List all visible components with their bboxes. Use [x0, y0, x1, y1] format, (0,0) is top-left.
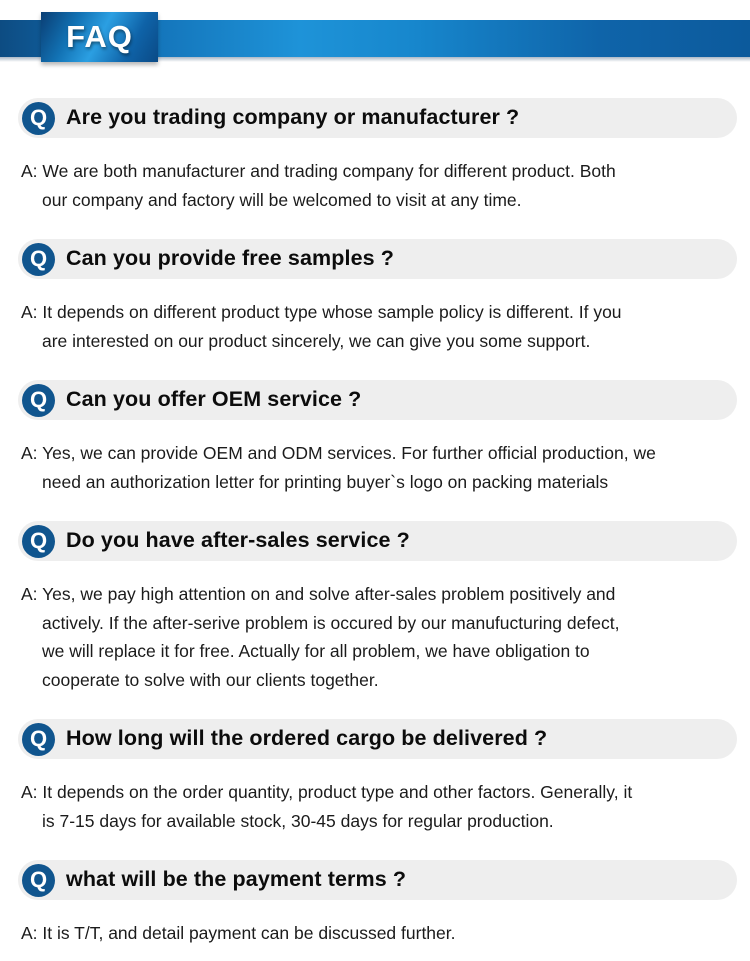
answer-line: our company and factory will be welcomed to visit at any time. — [42, 189, 522, 210]
faq-list — [0, 57, 750, 948]
answer-block — [21, 157, 734, 214]
answer-line: actively. If the after-serive problem is occured by our manufucturing defect, — [42, 612, 620, 633]
faq-item — [0, 719, 750, 835]
question-pill — [18, 719, 737, 759]
answer-line: cooperate to solve with our clients together. — [42, 669, 379, 690]
faq-item — [0, 860, 750, 948]
q-badge-icon: Q — [22, 864, 55, 897]
q-badge-icon: Q — [22, 525, 55, 558]
answer-line: A: Yes, we pay high attention on and solve after-sales problem positively and — [21, 584, 616, 604]
question-text: How long will the ordered cargo be delivered ? — [66, 725, 548, 750]
faq-item — [0, 239, 750, 355]
question-pill — [18, 98, 737, 138]
answer-line: A: It is T/T, and detail payment can be discussed further. — [21, 923, 456, 943]
answer-line: A: We are both manufacturer and trading company for different product. Both — [21, 161, 616, 181]
answer-line: we will replace it for free. Actually for all problem, we have obligation to — [42, 641, 590, 661]
question-text: Can you provide free samples ? — [66, 245, 394, 270]
answer-line: A: It depends on different product type whose sample policy is different. If you — [21, 302, 622, 322]
answer-line: need an authorization letter for printing buyer`s logo on packing materials — [42, 471, 609, 492]
answer-line: A: It depends on the order quantity, product type and other factors. Generally, it — [21, 782, 633, 802]
header-title-box — [41, 12, 158, 62]
q-badge-icon: Q — [22, 243, 55, 276]
question-pill — [18, 521, 737, 561]
answer-line: is 7-15 days for available stock, 30-45 days for regular production. — [42, 810, 554, 831]
answer-line: A: Yes, we can provide OEM and ODM services. For further official production, we — [21, 443, 656, 463]
question-pill — [18, 860, 737, 900]
page-title: FAQ — [66, 19, 133, 54]
faq-item — [0, 380, 750, 496]
question-pill — [18, 380, 737, 420]
question-text: Are you trading company or manufacturer ? — [66, 104, 520, 129]
answer-block — [21, 778, 734, 835]
header-bar — [0, 20, 750, 57]
faq-item — [0, 98, 750, 214]
question-text: Do you have after-sales service ? — [66, 527, 410, 552]
q-badge-icon: Q — [22, 384, 55, 417]
answer-block — [21, 439, 734, 496]
answer-block — [21, 298, 734, 355]
q-badge-icon: Q — [22, 102, 55, 135]
question-text: what will be the payment terms ? — [66, 866, 407, 891]
answer-line: are interested on our product sincerely, we can give you some support. — [42, 330, 591, 351]
faq-item — [0, 521, 750, 694]
question-text: Can you offer OEM service ? — [66, 386, 362, 411]
question-pill — [18, 239, 737, 279]
q-badge-icon: Q — [22, 723, 55, 756]
answer-block — [21, 919, 734, 948]
faq-header — [0, 20, 750, 57]
answer-block — [21, 580, 734, 694]
